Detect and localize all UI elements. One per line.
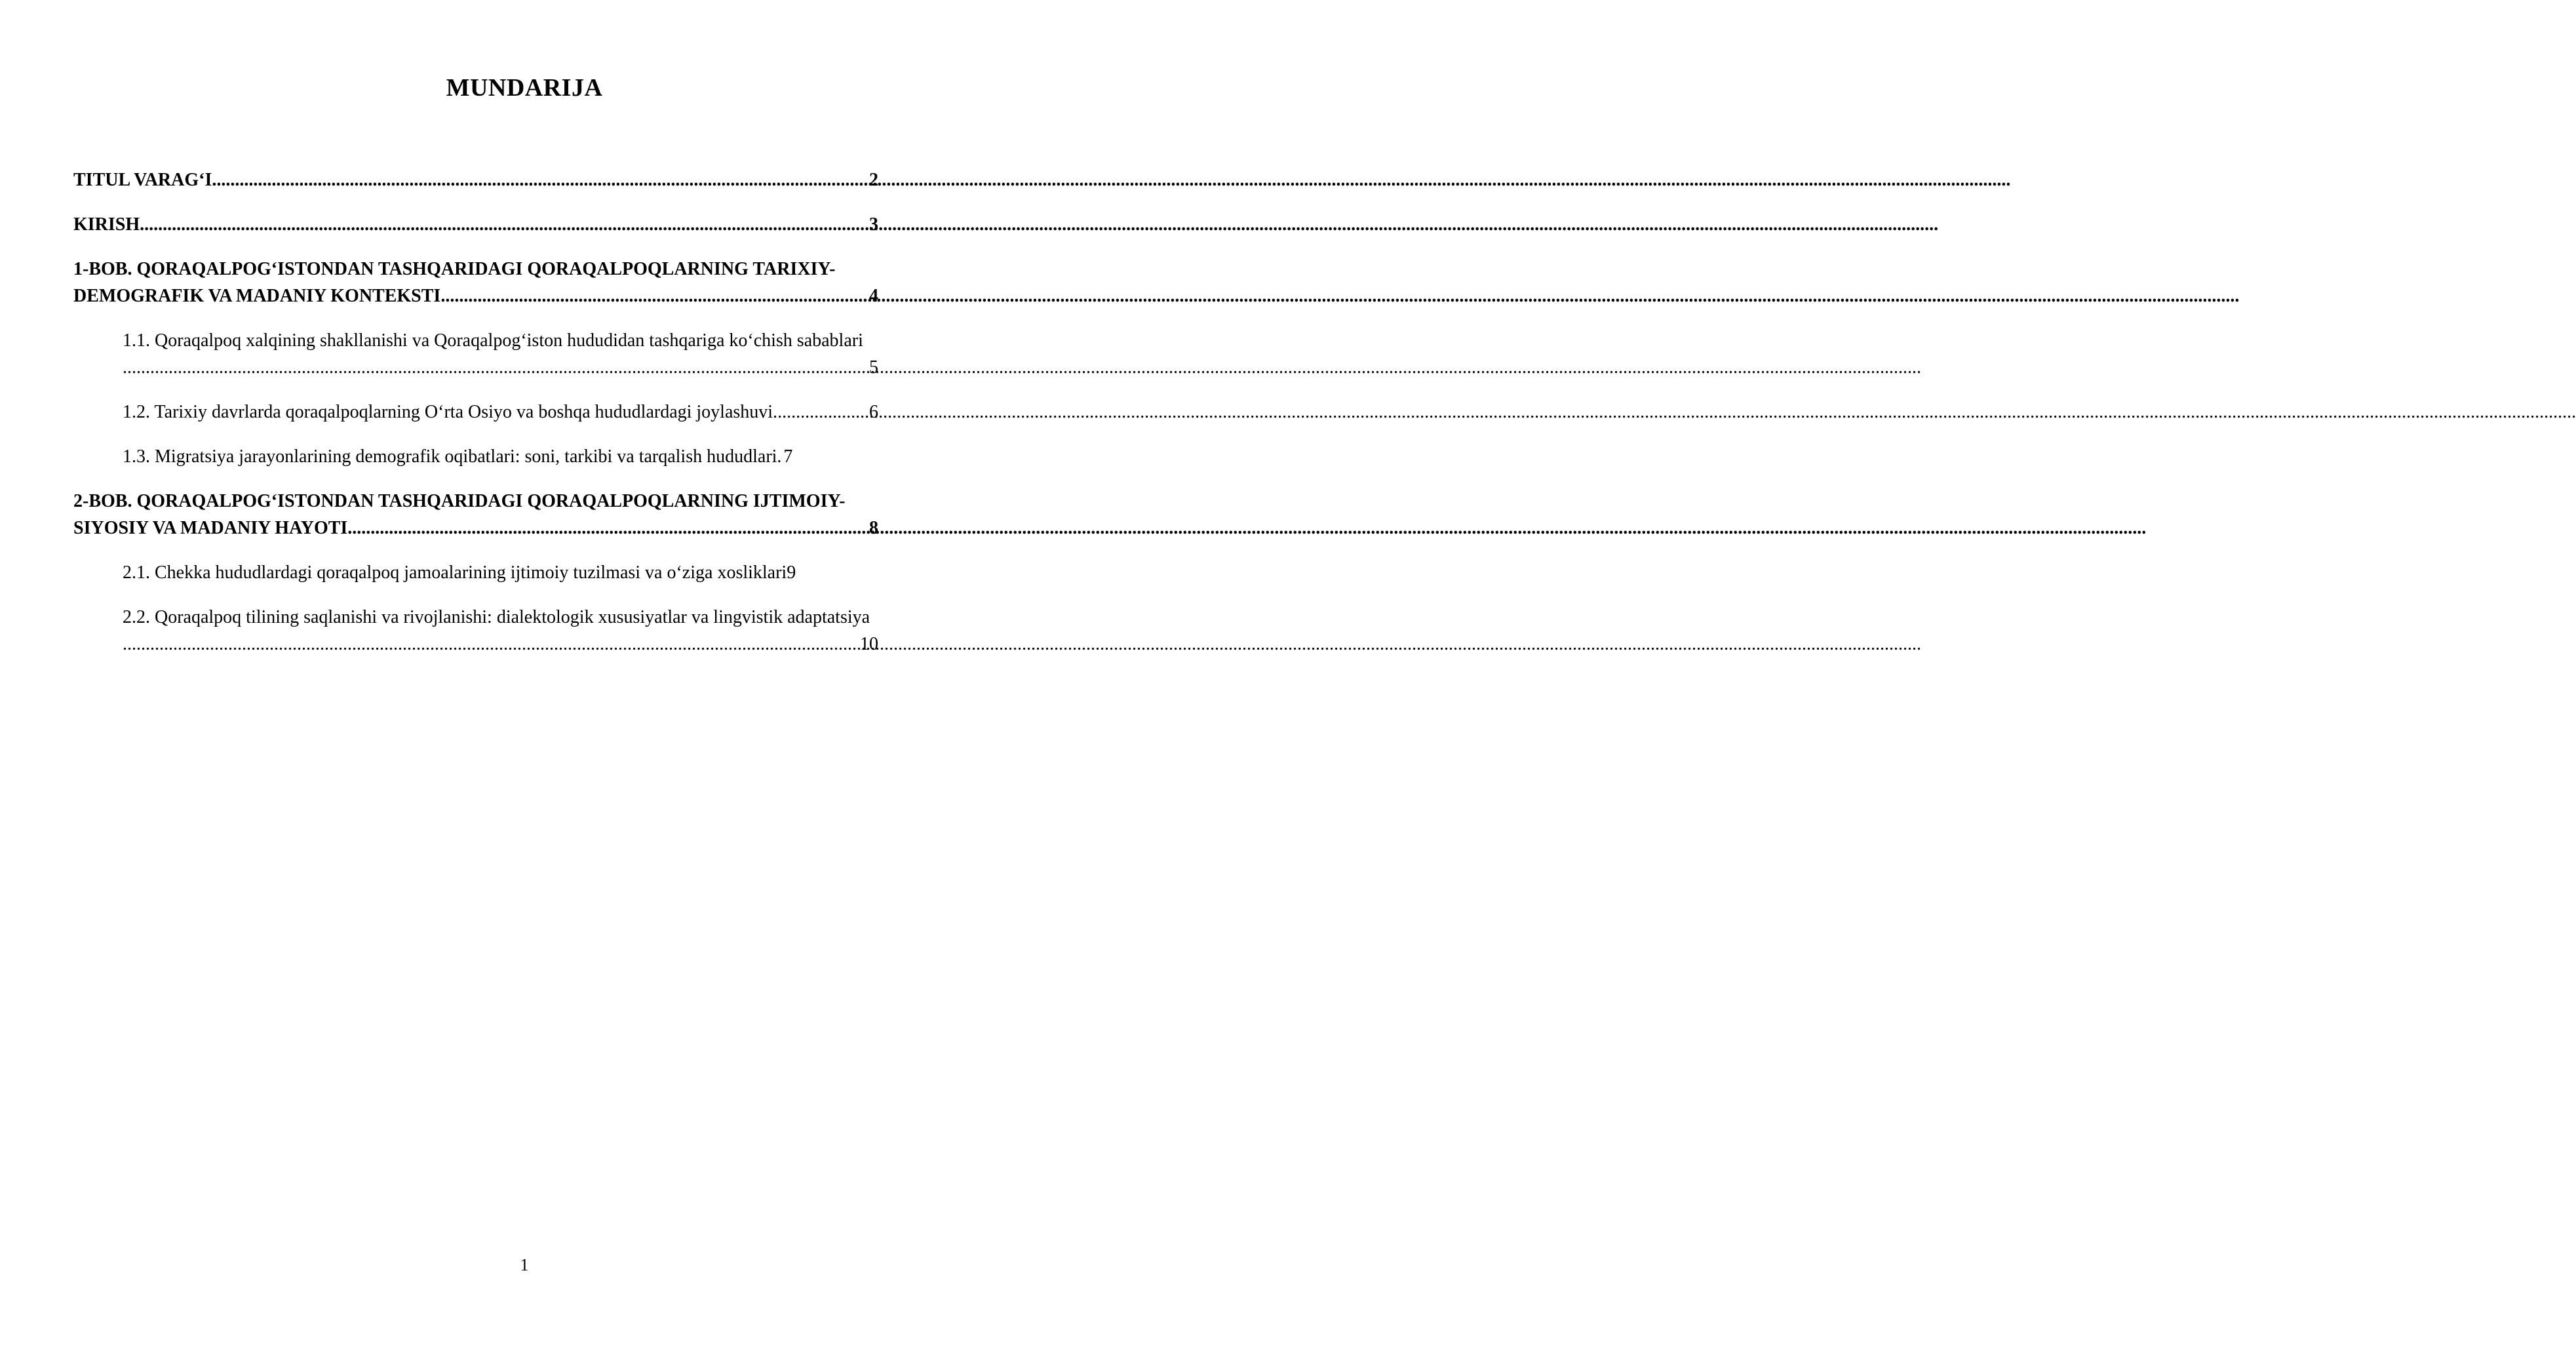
page-title: MUNDARIJA	[446, 74, 603, 102]
dot-leader	[212, 167, 867, 193]
dot-leader	[440, 283, 867, 309]
toc-entry-section-1-2[interactable]	[73, 399, 878, 425]
toc-page-number: 8	[869, 518, 878, 538]
toc-page-number: 9	[787, 562, 796, 583]
toc-entry-label: 1.2. Tarixiy davrlarda qoraqalpoqlarning O‘rta Osiyo va boshqa hududlardagi joylashuvi.	[123, 402, 778, 422]
toc-entry-titul[interactable]	[73, 167, 878, 193]
toc-page-number: 2	[869, 170, 878, 190]
toc-entry-label: 1.1. Qoraqalpoq xalqining shakllanishi va Qoraqalpog‘iston hududidan tashqariga ko‘chish sabablari	[123, 330, 863, 351]
dot-leader	[347, 515, 867, 541]
toc-entry-label: 2.2. Qoraqalpoq tilining saqlanishi va rivojlanishi: dialektologik xususiyatlar va lingvistik adaptatsiya	[123, 607, 870, 627]
toc-entry-chapter-2[interactable]	[73, 488, 878, 541]
toc-page-number: 5	[869, 357, 878, 378]
toc-entry-section-1-3[interactable]	[73, 443, 878, 470]
toc-entry-label: 2-BOB. QORAQALPOG‘ISTONDAN TASHQARIDAGI QORAQALPOQLARNING IJTIMOIY-	[73, 491, 846, 511]
dot-leader	[140, 211, 867, 238]
toc-entry-label: 2.1. Chekka hududlardagi qoraqalpoq jamoalarining ijtimoiy tuzilmasi va o‘ziga xosliklari	[123, 562, 787, 583]
toc-entry-section-1-1[interactable]	[73, 327, 878, 381]
toc-entry-label: 1-BOB. QORAQALPOG‘ISTONDAN TASHQARIDAGI QORAQALPOQLARNING TARIXIY-	[73, 259, 836, 279]
dot-leader	[123, 631, 858, 658]
toc-entry-section-2-2[interactable]	[73, 604, 878, 658]
table-of-contents	[73, 167, 878, 675]
toc-page-number: 4	[869, 286, 878, 306]
toc-entry-label: 1.3. Migratsiya jarayonlarining demografik oqibatlari: soni, tarkibi va tarqalish hududlari.	[123, 446, 782, 467]
dot-leader	[123, 354, 867, 381]
dot-leader	[777, 399, 867, 425]
toc-page-number: 6	[869, 402, 878, 422]
toc-page-number: 7	[783, 446, 793, 467]
toc-page-number: 3	[869, 214, 878, 235]
toc-entry-label-continued: DEMOGRAFIK VA MADANIY KONTEKSTI	[73, 286, 441, 306]
toc-entry-kirish[interactable]	[73, 211, 878, 238]
toc-entry-label: KIRISH	[73, 214, 140, 235]
document-page	[0, 0, 1049, 1357]
toc-page-number: 10	[860, 634, 878, 654]
toc-entry-chapter-1[interactable]	[73, 256, 878, 309]
toc-entry-label-continued: SIYOSIY VA MADANIY HAYOTI	[73, 518, 348, 538]
toc-entry-label: TITUL VARAG‘I	[73, 170, 212, 190]
page-number: 1	[520, 1255, 529, 1274]
toc-entry-section-2-1[interactable]	[73, 559, 878, 586]
